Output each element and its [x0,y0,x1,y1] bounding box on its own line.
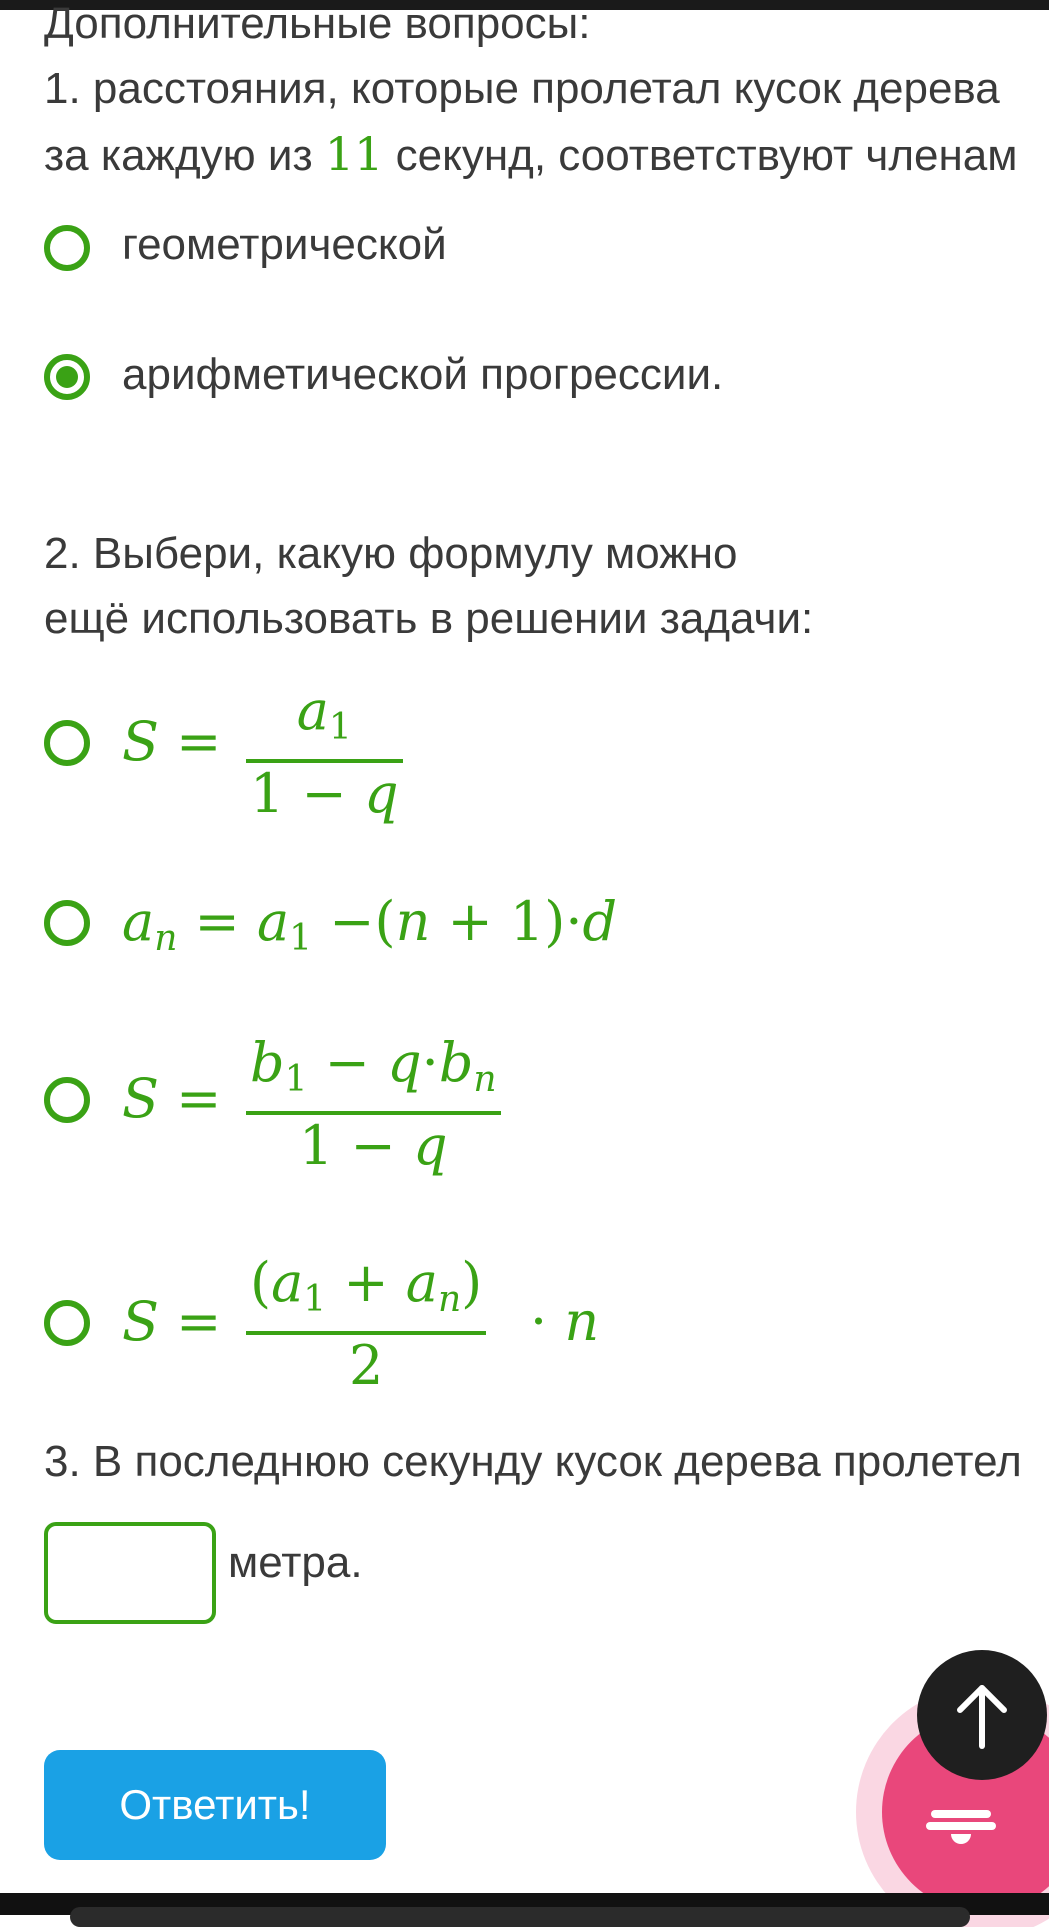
scroll-top-button[interactable] [917,1650,1047,1780]
q1-text-part: секунд, соответствуют членам [383,131,1018,180]
formula-fraction: $b_1 - q\cdot b_n$ 1 − q [246,1032,501,1177]
submit-button[interactable]: Ответить! [44,1750,386,1860]
seconds-number: 11 [324,127,384,181]
q2-text-line1: 2. Выбери, какую формулу можно [44,529,738,578]
radio-button[interactable] [44,225,90,271]
q2-text-line2: ещё использовать в решении задачи: [44,594,814,643]
formula-fraction: $(a_1 + a_n)$ 2 [246,1252,486,1397]
formula-fraction: $a_1$ 1 − q [246,680,403,825]
formula-nth-term: $a_n = a_1 -(n + 1)\cdot d$ [122,890,618,959]
formula-times-n: · n [530,1290,600,1353]
radio-button[interactable] [44,720,90,766]
answer-input[interactable] [44,1522,216,1624]
navigation-bar [0,1893,1049,1915]
formula-lhs: S = [122,710,222,773]
formula-lhs: S = [122,1067,222,1130]
q1-text-line2 [44,120,1018,190]
section-title: Дополнительные вопросы: [44,0,591,48]
radio-button-selected[interactable] [44,354,90,400]
q3-text: 3. В последнюю секунду кусок дерева пролетел [44,1437,1022,1486]
bell-icon [926,1804,996,1844]
q1-text-line1: 1. расстояния, которые пролетал кусок дерева [44,64,1000,113]
formula-lhs: S = [122,1290,222,1353]
radio-button[interactable] [44,900,90,946]
radio-button[interactable] [44,1077,90,1123]
option-label: геометрической [122,220,447,269]
radio-button[interactable] [44,1300,90,1346]
unit-label: метра. [228,1538,363,1587]
arrow-up-icon [952,1680,1012,1750]
q1-text-part: за каждую из [44,131,325,180]
option-label: арифметической прогрессии. [122,350,724,399]
